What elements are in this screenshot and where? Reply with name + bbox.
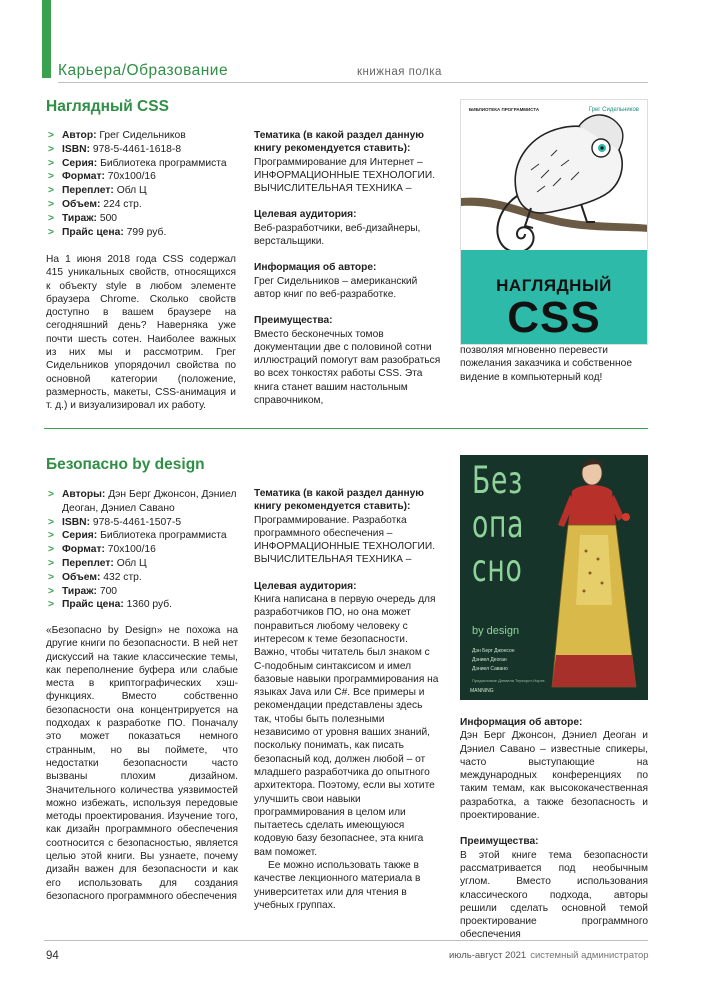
page-number: 94: [46, 950, 59, 962]
book2-audience: Книга написана в первую очередь для разработчиков ПО, но она может понравиться любому человеку с интересом к теме безопасности. Важно, чтобы читатель был знаком с С-подобным синтаксисом и имел базовые навыки программирования на языках Java или C#. Все примеры и рекомендации представлены здесь так, чтобы быть полезными независимо от уровня ваших знаний, поскольку понимать, как писать безопасный код, должен любой – от младшего разработчика до опытного архитектора. Поэтому, если вы хотите улучшить свои навыки программирования в целом или пытаетесь сделать имеющуюся кодовую базу безопаснее, эта книга вам поможет.: [254, 594, 439, 858]
accent-bar: [42, 0, 51, 78]
book2-spec-value: Обл Ц: [113, 557, 147, 569]
book1-audience: Веб-разработчики, веб-дизайнеры, верстальщики.: [254, 222, 421, 248]
footer-rule: [44, 940, 648, 941]
book2-body: «Безопасно by Design» не похожа на другие книги по безопасности. В ней нет дискуссий на такие классические темы, как переполнение буфера или слабые места в криптографических хэш-функциях. Вместо собственно безопасности она концентрируется на подходах к разработке ПО. Поначалу это может показаться немного странным, но вы поймете, что недостатки безопасности часто вызваны плохим дизайном. Значительного количества уязвимостей можно избежать, используя передовые методы проектирования. Изучение того, как дизайн программного обеспечения соотносится с безопасностью, является целью этой книги. Вы узнаете, почему дизайн важен для безопасности и как его использовать для создания безопасного программного обеспечения: [46, 625, 238, 902]
book2-audience-extra: Ее можно использовать также в качестве лекционного материала в университетах или для чтения в учебных группах.: [254, 860, 421, 911]
book1-spec-item: [48, 143, 238, 157]
book2-spec-key: Тираж:: [62, 585, 97, 597]
book1-spec-value: 500: [96, 212, 118, 224]
book1-cover-author: Грег Сидельников: [588, 107, 639, 113]
book1-cover-title-line2: CSS: [507, 293, 601, 342]
book2-spec-value: 978-5-4461-1507-5: [90, 516, 182, 528]
book1-author-heading: Информация об авторе:: [254, 262, 377, 274]
book2-spec-item: [48, 529, 240, 543]
section-label: книжная полка: [357, 66, 442, 78]
book2-title: Безопасно by design: [46, 456, 205, 473]
book1-spec-key: Формат:: [62, 171, 105, 183]
book1-author: Грег Сидельников – американский автор книг по веб-разработке.: [254, 275, 418, 300]
book2-topic-heading: Тематика (в какой раздел данную книгу рекомендуется ставить):: [254, 488, 425, 513]
section-title: Карьера/Образование: [58, 62, 229, 79]
book2-cover-title-line2: опа: [472, 503, 525, 546]
book1-title: Наглядный CSS: [46, 98, 169, 115]
book2-spec-value: Библиотека программиста: [97, 530, 227, 542]
book1-spec-item: [48, 129, 238, 143]
book2-cover-title-line1: Без: [472, 459, 523, 502]
book2-spec-key: Формат:: [62, 544, 105, 556]
book1-specs: [48, 129, 238, 239]
book2-spec-item: [48, 585, 240, 599]
book2-spec-item: [48, 598, 240, 612]
book2-cover-author-1: Дэн Берг Джонсон: [472, 648, 515, 654]
book1-advantages-heading: Преимущества:: [254, 315, 333, 327]
book1-topic: Программирование для Интернет – ИНФОРМАЦИОННЫЕ ТЕХНОЛОГИИ. ВЫЧИСЛИТЕЛЬНАЯ ТЕХНИКА –: [254, 156, 436, 195]
book1-spec-key: Автор:: [62, 130, 97, 141]
book1-spec-item: [48, 212, 238, 226]
book1-cover-series: БИБЛИОТЕКА ПРОГРАММИСТА: [469, 107, 540, 112]
book2-cover-foreword: Предисловие Дэниела Терхорст-Норта: [472, 678, 545, 683]
book2-cover-author-2: Дэниел Деоган: [472, 657, 507, 663]
book2-author-heading: Информация об авторе:: [460, 717, 583, 728]
book2-cover-publisher: MANNING: [470, 688, 494, 694]
issue-date: июль-август 2021: [449, 950, 527, 961]
book1-spec-item: [48, 184, 238, 198]
book2-spec-value: 432 стр.: [100, 571, 142, 583]
book1-audience-heading: Целевая аудитория:: [254, 209, 357, 221]
book2-audience-heading: Целевая аудитория:: [254, 580, 357, 592]
book2-spec-key: Авторы:: [62, 489, 106, 500]
book1-spec-value: 224 стр.: [100, 198, 142, 210]
book2-spec-key: Серия:: [62, 530, 98, 542]
book2-advantages: В этой книге тема безопасности рассматривается под необычным углом. Вместо использования классического подхода, авторы решили сделать основной темой проектирование программного обеспечения: [460, 849, 648, 941]
book1-spec-key: ISBN:: [62, 143, 91, 155]
book2-spec-item: [48, 571, 240, 585]
book2-details: [254, 487, 442, 912]
book2-spec-key: ISBN:: [62, 516, 91, 528]
book1-spec-value: 799 руб.: [123, 226, 167, 238]
book1-details: [254, 129, 442, 407]
book1-advantages-continued: позволяя мгновенно перевести пожелания заказчика и собственное видение в компьютерный код!: [460, 345, 632, 383]
book1-spec-key: Тираж:: [62, 212, 97, 224]
book2-details-right: [460, 716, 648, 942]
book2-cover: [460, 455, 648, 700]
book2-cover-author-3: Дэниел Савано: [472, 666, 508, 672]
book2-advantages-heading: Преимущества:: [460, 836, 539, 848]
book1-spec-item: [48, 226, 238, 240]
book1-cover: [460, 99, 648, 345]
book1-body: На 1 июня 2018 года CSS содержал 415 уникальных свойств, относящихся к объекту style в любом элементе браузера Chrome. Сколько свойств доступно в вашем браузере на сегодняшний день? Наверняка уже почти шесть сотен. Наиболее важных из них мы и рассмотрим. Грег Сидельников упорядочил свойства по основной категории (положение, размерность, макеты, CSS-анимация и т. д.) и визуализировал их работу.: [46, 254, 236, 412]
book2-topic: Программирование. Разработка программного обеспечения – ИНФОРМАЦИОННЫЕ ТЕХНОЛОГИИ. ВЫЧИСЛИТЕЛЬНАЯ ТЕХНИКА –: [254, 514, 436, 566]
book1-spec-key: Переплет:: [62, 185, 114, 197]
book1-topic-heading: Тематика (в какой раздел данную книгу рекомендуется ставить):: [254, 130, 425, 155]
book1-spec-key: Серия:: [62, 157, 98, 169]
book1-spec-item: [48, 170, 238, 184]
book2-spec-value: 700: [96, 585, 118, 597]
book1-spec-value: Грег Сидельников: [96, 130, 186, 141]
book2-cover-subtitle: by design: [472, 625, 520, 637]
book1-spec-item: [48, 157, 238, 171]
issue-info: [449, 950, 649, 961]
book1-advantages: Вместо бесконечных томов документации две с половиной сотни иллюстраций помогут вам разобраться во всех тонкостях работы CSS. Эта книга станет вашим настольным справочником,: [254, 328, 441, 407]
book1-spec-item: [48, 198, 238, 212]
book2-spec-item: [48, 557, 240, 571]
book1-spec-value: 978-5-4461-1618-8: [90, 143, 182, 155]
book2-author: Дэн Берг Джонсон, Дэниел Деоган и Дэниел Савано – известные спикеры, часто выступающие на международных конференциях по таким темам, как высококачественная разработка, а также безопасность и проектирование.: [460, 730, 648, 822]
magazine-name: системный администратор: [530, 950, 649, 961]
section-divider: [44, 428, 648, 429]
book2-spec-key: Переплет:: [62, 557, 114, 569]
book2-spec-item: [48, 516, 240, 530]
book1-spec-value: Обл Ц: [113, 185, 147, 197]
book2-spec-value: Дэн Берг Джонсон, Дэниел Деоган, Дэниел Савано: [62, 489, 237, 514]
book2-spec-value: 1360 руб.: [123, 599, 173, 611]
book2-cover-authors: [472, 647, 515, 674]
book2-spec-key: Объем:: [62, 571, 101, 583]
header-rule: [58, 82, 648, 83]
book2-spec-item: [48, 543, 240, 557]
book2-spec-value: 70х100/16: [104, 544, 156, 556]
book1-spec-key: Прайс цена:: [62, 226, 124, 238]
book1-spec-key: Объем:: [62, 198, 101, 210]
book2-spec-key: Прайс цена:: [62, 599, 124, 611]
book2-spec-item: [48, 488, 240, 516]
book1-spec-value: Библиотека программиста: [97, 157, 227, 169]
book2-specs: [48, 488, 240, 612]
book1-cover-title-line1: НАГЛЯДНЫЙ: [496, 276, 612, 295]
book2-cover-title-line3: сно: [472, 547, 523, 590]
book1-spec-value: 70х100/16: [104, 171, 156, 183]
